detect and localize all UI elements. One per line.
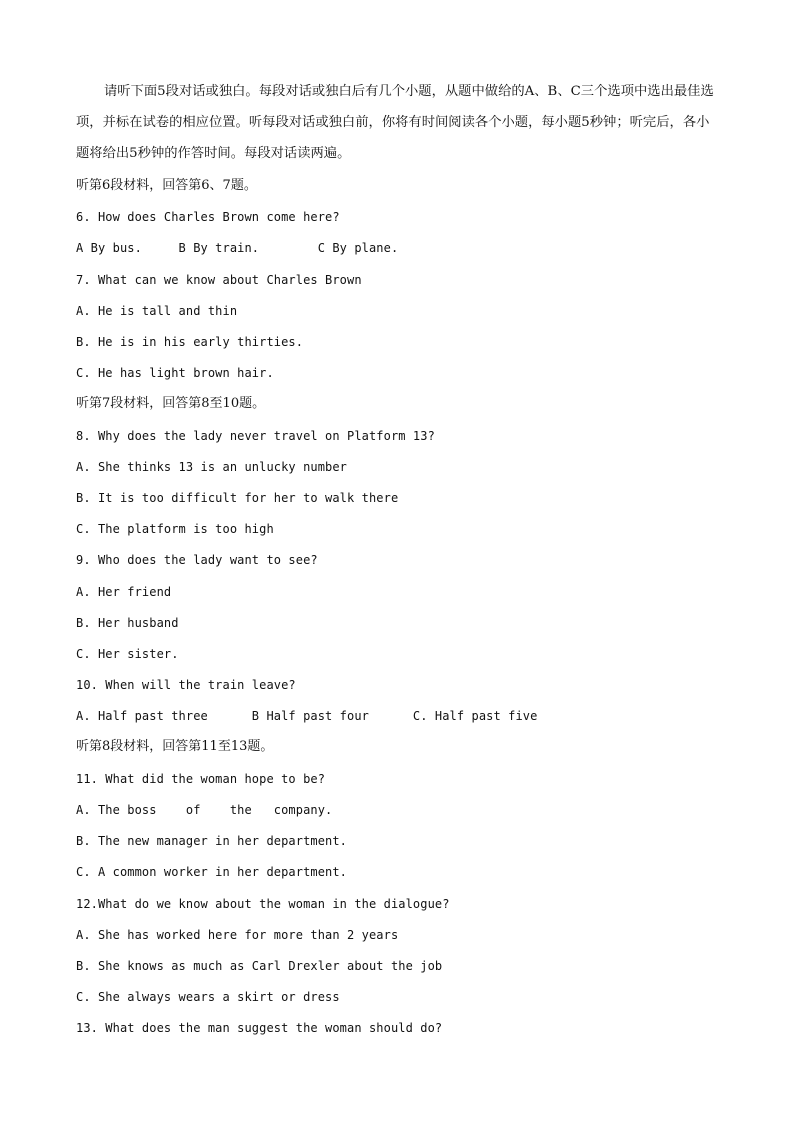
question-8: 8. Why does the lady never travel on Platform 13? [76, 429, 435, 443]
question-12-option-b: B. She knows as much as Carl Drexler about the job [76, 959, 443, 973]
question-7-option-c: C. He has light brown hair. [76, 366, 274, 380]
question-11-option-c: C. A common worker in her department. [76, 865, 348, 879]
question-12: 12.What do we know about the woman in the dialogue? [76, 897, 450, 911]
question-9-option-b: B. Her husband [76, 616, 179, 630]
question-11-option-a: A. The boss of the company. [76, 803, 333, 817]
question-6: 6. How does Charles Brown come here? [76, 210, 340, 224]
question-12-option-a: A. She has worked here for more than 2 years [76, 928, 399, 942]
listening-instructions: 请听下面5段对话或独白。每段对话或独白后有几个小题，从题中做给的A、B、C三个选项中选出最佳选项，并标在试卷的相应位置。听每段对话或独白前，你将有时间阅读各个小题，每小题5秒钟；听完后，各小题将给出5秒钟的作答时间。每段对话读两遍。 [76, 84, 714, 161]
section-header-7: 听第7段材料，回答第8至10题。 [76, 396, 266, 411]
section-header-6: 听第6段材料，回答第6、7题。 [76, 178, 257, 193]
question-8-option-b: B. It is too difficult for her to walk there [76, 491, 399, 505]
question-9-option-a: A. Her friend [76, 585, 172, 599]
question-10-options: A. Half past three B Half past four C. Half past five [76, 709, 538, 723]
question-7: 7. What can we know about Charles Brown [76, 273, 362, 287]
question-9-option-c: C. Her sister. [76, 647, 179, 661]
question-11-option-b: B. The new manager in her department. [76, 834, 348, 848]
question-12-option-c: C. She always wears a skirt or dress [76, 990, 340, 1004]
question-6-options: A By bus. B By train. C By plane. [76, 241, 399, 255]
question-7-option-b: B. He is in his early thirties. [76, 335, 304, 349]
question-8-option-a: A. She thinks 13 is an unlucky number [76, 460, 348, 474]
question-10: 10. When will the train leave? [76, 678, 296, 692]
question-11: 11. What did the woman hope to be? [76, 772, 326, 786]
question-13: 13. What does the man suggest the woman should do? [76, 1021, 443, 1035]
question-8-option-c: C. The platform is too high [76, 522, 274, 536]
question-7-option-a: A. He is tall and thin [76, 304, 238, 318]
question-9: 9. Who does the lady want to see? [76, 553, 318, 567]
section-header-8: 听第8段材料，回答第11至13题。 [76, 739, 274, 754]
